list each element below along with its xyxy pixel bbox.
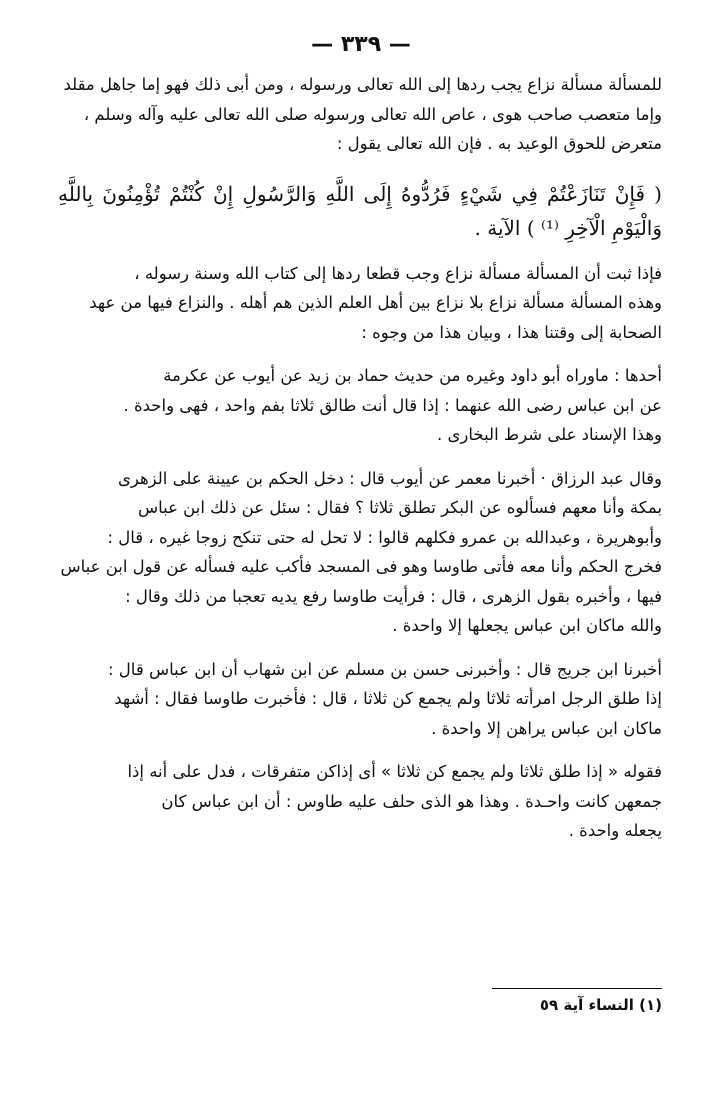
paragraph-4 xyxy=(58,361,662,450)
text-line: فيها ، وأخبره بقول الزهرى ، قال : فرأيت طاوسا رفع يديه تعجبا من ذلك وقال : xyxy=(125,586,662,606)
text-line: فخرج الحكم وأنا معه فأتى طاوسا وهو فى المسجد فأكب عليه فسأله عن قول ابن عباس xyxy=(60,557,662,576)
text-line: متعرض للحوق الوعيد به . فإن الله تعالى يقول : xyxy=(336,134,662,153)
text-line: وإما متعصب صاحب هوى ، عاص الله تعالى ورسوله صلى الله تعالى عليه وآله وسلم ، xyxy=(83,104,662,124)
text-line: وأبوهريرة ، وعبدالله بن عمرو فكلهم قالوا : لا تحل له حتى تنكح زوجا غيره ، قال : xyxy=(107,527,662,547)
text-line: وهذا الإسناد على شرط البخارى . xyxy=(437,425,662,444)
text-line: عن ابن عباس رضى الله عنهما : إذا قال أنت طالق ثلاثا بفم واحد ، فهى واحدة . xyxy=(123,395,662,415)
page-number: — ٣٣٩ — xyxy=(311,32,411,57)
text-line: فقوله « إذا طلق ثلاثا ولم يجمع كن ثلاثا » أى إذاكن متفرقات ، فدل على أنه إذا xyxy=(127,762,662,781)
paragraph-6 xyxy=(58,655,662,744)
quran-verse-text: ( فَإِنْ تَنَازَعْتُمْ فِي شَيْءٍ فَرُدُّوهُ إِلَى اللَّهِ وَالرَّسُولِ إِنْ كُنْتُمْ تُؤْمِنُونَ بِاللَّهِ وَالْيَوْمِ الْآخِرِ ⁽¹⁾ ) الآية . xyxy=(58,181,662,240)
text-line: ماكان ابن عباس يراهن إلا واحدة . xyxy=(431,718,662,738)
paragraph-1 xyxy=(58,70,662,159)
text-line: أحدها : ماوراه أبو داود وغيره من حديث حماد بن زيد عن أيوب عن عكرمة xyxy=(163,366,662,385)
text-line: بمكة وأنا معهم فسألوه عن البكر تطلق ثلاثا ؟ فقال : سئل عن ذلك ابن عباس xyxy=(137,498,662,517)
footnote-divider xyxy=(492,988,662,989)
text-line: يجعله واحدة . xyxy=(568,821,662,840)
body-text xyxy=(58,70,662,846)
paragraph-7 xyxy=(58,757,662,846)
text-line: الصحابة إلى وقتنا هذا ، وبيان هذا من وجوه : xyxy=(361,322,662,342)
text-line: وهذه المسألة مسألة نزاع بلا نزاع بين أهل العلم الذين هم أهله . والنزاع فيها من عهد xyxy=(89,293,662,312)
text-line: والله ماكان ابن عباس يجعلها إلا واحدة . xyxy=(392,616,662,635)
paragraph-3 xyxy=(58,259,662,348)
text-line: فإذا ثبت أن المسألة مسألة نزاع وجب قطعا ردها إلى كتاب الله وسنة رسوله ، xyxy=(134,263,662,283)
text-line: للمسألة مسألة نزاع يجب ردها إلى الله تعالى ورسوله ، ومن أبى ذلك فهو إما جاهل مقلد xyxy=(63,75,662,94)
text-line: أخبرنا ابن جريج قال : وأخبرنى حسن بن مسلم عن ابن شهاب أن ابن عباس قال : xyxy=(108,659,662,679)
paragraph-5 xyxy=(58,464,662,641)
quran-verse xyxy=(58,177,662,245)
text-line: جمعهن كانت واحـدة . وهذا هو الذى حلف عليه طاوس : أن ابن عباس كان xyxy=(161,791,662,811)
text-line: إذا طلق الرجل امرأته ثلاثا ولم يجمع كن ثلاثا ، قال : فأخبرت طاوسا فقال : أشهد xyxy=(114,689,662,708)
text-line: وقال عبد الرزاق · أخبرنا معمر عن أيوب قال : دخل الحكم بن عيينة على الزهرى xyxy=(117,468,662,488)
footnote: (١) النساء آية ٥٩ xyxy=(539,996,662,1014)
